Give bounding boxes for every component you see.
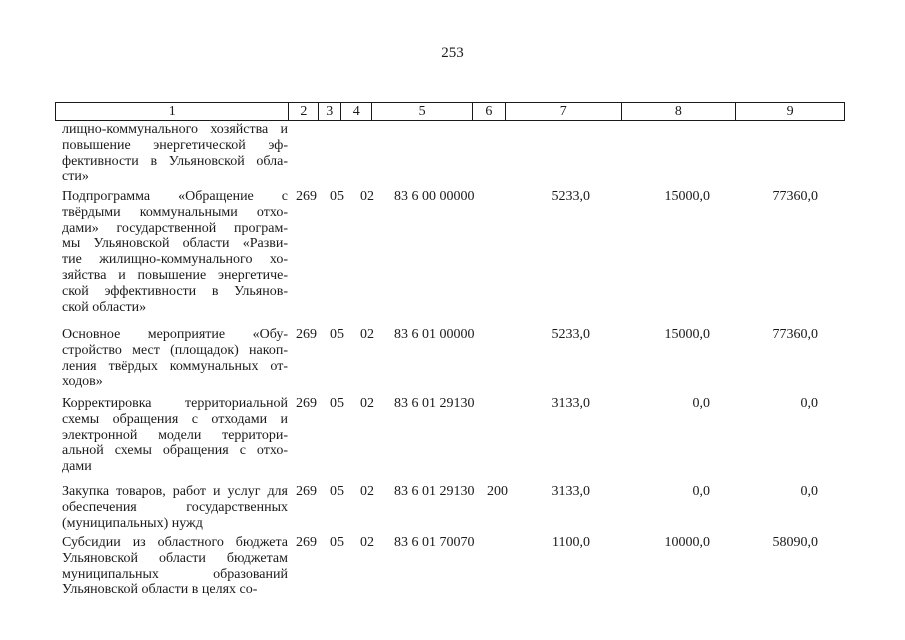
row-name [62,327,288,390]
cell-col-4: 02 [360,327,374,342]
name-line: повышение энергетической эф- [62,137,288,153]
name-line: ской эффективности в Ульянов- [62,283,288,299]
cell-col-8: 15000,0 [664,189,710,204]
header-col-5: 5 [372,103,473,120]
header-col-8: 8 [622,103,737,120]
cell-col-2: 269 [296,189,317,204]
row-name [62,484,288,531]
name-line: обеспечения государственных [62,499,288,515]
name-line: схемы обращения с отходами и [62,411,288,427]
cell-col-5: 83 6 01 29130 [394,484,475,499]
name-line: ления твёрдых коммунальных от- [62,358,288,374]
cell-col-7: 3133,0 [551,484,590,499]
cell-col-2: 269 [296,535,317,550]
header-col-7: 7 [506,103,622,120]
cell-col-7: 5233,0 [551,327,590,342]
name-line: Закупка товаров, работ и услуг для [62,484,288,499]
cell-col-5: 83 6 01 70070 [394,535,475,550]
cell-col-4: 02 [360,484,374,499]
header-col-2: 2 [289,103,319,120]
name-line: Подпрограмма «Обращение с [62,189,288,204]
name-line: ской области» [62,299,147,315]
header-col-4: 4 [341,103,372,120]
header-col-3: 3 [319,103,341,120]
header-col-6: 6 [473,103,506,120]
name-line: мы Ульяновской области «Разви- [62,236,288,252]
cell-col-8: 0,0 [692,484,710,499]
table-header [55,102,845,121]
name-line: электронной модели территори- [62,427,288,443]
name-line: Основное мероприятие «Обу- [62,327,288,342]
name-line: дами [62,459,92,475]
cell-col-4: 02 [360,189,374,204]
cell-col-9: 77360,0 [772,327,818,342]
cell-col-7: 1100,0 [552,535,590,550]
name-line: Ульяновской области в целях со- [62,582,258,598]
name-line: стройство мест (площадок) накоп- [62,342,288,358]
name-line: зяйства и повышение энергетиче- [62,267,288,283]
cell-col-9: 58090,0 [772,535,818,550]
cell-col-8: 0,0 [692,396,710,411]
cell-col-9: 77360,0 [772,189,818,204]
name-line: Субсидии из областного бюджета [62,535,288,550]
row-name [62,396,288,475]
row-name [62,122,288,185]
cell-col-5: 83 6 01 29130 [394,396,475,411]
row-name [62,189,288,315]
cell-col-4: 02 [360,396,374,411]
cell-col-8: 15000,0 [664,327,710,342]
cell-col-7: 3133,0 [551,396,590,411]
cell-col-5: 83 6 00 00000 [394,189,475,204]
cell-col-3: 05 [330,535,344,550]
page-number: 253 [441,45,464,61]
cell-col-2: 269 [296,327,317,342]
name-line: тие жилищно-коммунального хо- [62,252,288,268]
name-line: фективности в Ульяновской обла- [62,153,288,169]
name-line: Корректировка территориальной [62,396,288,411]
cell-col-8: 10000,0 [664,535,710,550]
cell-col-5: 83 6 01 00000 [394,327,475,342]
cell-col-3: 05 [330,396,344,411]
cell-col-3: 05 [330,484,344,499]
cell-col-6: 200 [487,484,508,499]
name-line: лищно-коммунального хозяйства и [62,122,288,137]
cell-col-3: 05 [330,189,344,204]
name-line: дами» государственной програм- [62,220,288,236]
name-line: муниципальных образований [62,566,288,582]
name-line: (муниципальных) нужд [62,515,203,531]
name-line: твёрдыми коммунальными отхо- [62,204,288,220]
cell-col-2: 269 [296,396,317,411]
cell-col-3: 05 [330,327,344,342]
name-line: альной схемы обращения с отхо- [62,443,288,459]
cell-col-9: 0,0 [800,484,818,499]
name-line: Ульяновской области бюджетам [62,550,288,566]
header-col-1: 1 [56,103,289,120]
cell-col-9: 0,0 [800,396,818,411]
header-col-9: 9 [786,104,794,119]
name-line: ходов» [62,374,103,390]
cell-col-4: 02 [360,535,374,550]
row-name [62,535,288,598]
cell-col-7: 5233,0 [551,189,590,204]
cell-col-2: 269 [296,484,317,499]
name-line: сти» [62,169,89,185]
